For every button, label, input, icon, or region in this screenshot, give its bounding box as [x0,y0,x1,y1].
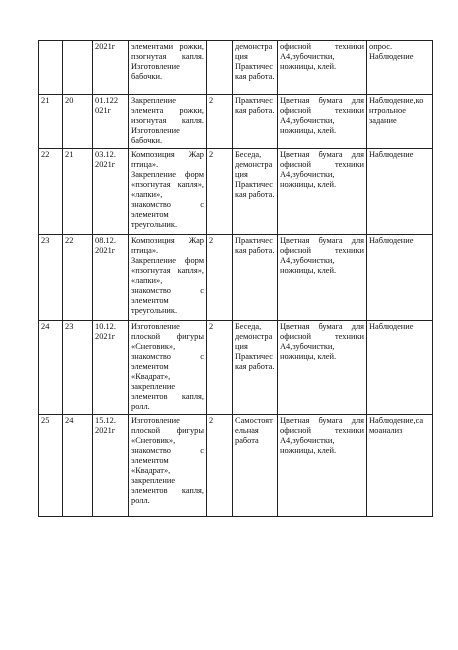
cell-materials: Цветная бумага для офисной техники А4,зубочистки, ножницы, клей. [278,235,367,321]
cell-topic: Изготовление плоской фигуры «Снеговик», знакомство с элементом «Квадрат», закрепление элементов капля, ролл. [129,415,207,517]
cell-topic: Изготовление плоской фигуры «Снеговик», знакомство с элементом «Квадрат», закрепление элементов капля, ролл. [129,321,207,415]
cell-lesson-number: 22 [63,235,93,321]
cell-lesson-number: 21 [63,149,93,235]
cell-materials: Цветная бумага для офисной техники А4,зубочистки, ножницы, клей. [278,415,367,517]
cell-form: Практичес кая работа. [233,235,278,321]
cell-date: 03.12. 2021г [93,149,129,235]
cell-number: 21 [39,95,63,149]
cell-materials: офисной техники А4,зубочистки, ножницы, клей. [278,41,367,95]
cell-date: 10.12. 2021г [93,321,129,415]
cell-number: 24 [39,321,63,415]
cell-lesson-number: 20 [63,95,93,149]
cell-lesson-number [63,41,93,95]
table-row [39,95,433,149]
cell-hours: 2 [207,415,233,517]
cell-materials: Цветная бумага для офисной техники А4,зубочистки, ножницы, клей. [278,95,367,149]
schedule-table [38,40,433,517]
cell-materials: Цветная бумага для офисной техники А4,зубочистки, ножницы, клей. [278,149,367,235]
table-row [39,321,433,415]
table-row [39,149,433,235]
table-row [39,41,433,95]
cell-control: Наблюдение,са моанализ [367,415,433,517]
cell-materials: Цветная бумага для офисной техники А4,зубочистки, ножницы, клей. [278,321,367,415]
cell-topic: элементами рожки, пзогнутая капля. Изготовление бабочки. [129,41,207,95]
cell-number [39,41,63,95]
cell-lesson-number: 24 [63,415,93,517]
cell-number: 23 [39,235,63,321]
cell-form: демонстра ция Практичес кая работа. [233,41,278,95]
cell-control: опрос. Наблюдение [367,41,433,95]
cell-number: 25 [39,415,63,517]
cell-lesson-number: 23 [63,321,93,415]
cell-hours: 2 [207,235,233,321]
cell-form: Практичес кая работа. [233,95,278,149]
cell-control: Наблюдение,ко нтрольное задание [367,95,433,149]
cell-topic: Композиция Жар птица». Закрепление форм «пзогнутая капля», «лапки», знакомство с элементом треугольник. [129,235,207,321]
cell-date: 2021г [93,41,129,95]
cell-hours: 2 [207,149,233,235]
table-row [39,415,433,517]
cell-form: Беседа, демонстра ция Практичес кая работа. [233,149,278,235]
cell-form: Беседа, демонстра ция Практичес кая работа. [233,321,278,415]
cell-control: Наблюдение [367,321,433,415]
cell-hours: 2 [207,95,233,149]
cell-hours [207,41,233,95]
cell-date: 01.122 021г [93,95,129,149]
cell-control: Наблюдение [367,235,433,321]
cell-hours: 2 [207,321,233,415]
cell-topic: Закрепление элемента рожки, изогнутая капля. Изготовление бабочки. [129,95,207,149]
cell-date: 15.12. 2021г [93,415,129,517]
cell-date: 08.12. 2021г [93,235,129,321]
cell-topic: Композиция Жар птица». Закрепление форм «пзогнутая капля», «лапки», знакомство с элементом треугольник. [129,149,207,235]
cell-number: 22 [39,149,63,235]
cell-form: Самостоят ельная работа [233,415,278,517]
table-row [39,235,433,321]
cell-control: Наблюдение [367,149,433,235]
